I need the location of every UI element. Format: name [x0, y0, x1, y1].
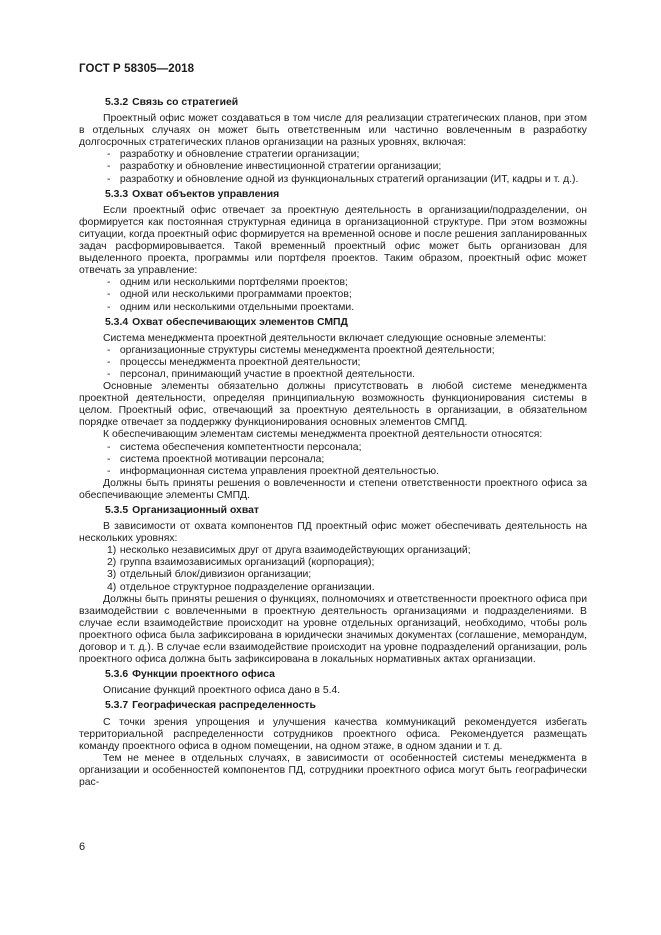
- paragraph: К обеспечивающим элементам системы менеджмента проектной деятельности относятся:: [103, 429, 543, 441]
- section-heading: [79, 317, 587, 329]
- section-title: Географическая распределенность: [132, 700, 316, 712]
- section-number: 5.3.5: [105, 505, 129, 516]
- paragraph: Основные элементы обязательно должны присутствовать в любой системе менеджмента проектной деятельности, определяя принципиальную возможность функционирования системы в целом. Проектный офис, отвечающий за проектную деятельность в организации, в обязательном порядке отвечает за поддержку функционирования основных элементов СМПД.: [79, 381, 587, 429]
- list-item: [79, 454, 587, 466]
- list-item-text: одним или несколькими отдельными проектами.: [119, 301, 355, 313]
- list-marker: -: [107, 173, 111, 185]
- section-number: 5.3.2: [105, 97, 129, 108]
- list-item-text: одной или несколькими программами проектов;: [119, 289, 352, 301]
- section-heading: [79, 669, 587, 681]
- section-heading: [79, 189, 587, 201]
- list-marker: -: [107, 465, 111, 477]
- list-item: [79, 466, 587, 478]
- list-item-text: информационная система управления проектной деятельностью.: [119, 465, 439, 477]
- list-item-text: разработку и обновление стратегии организации;: [119, 149, 360, 161]
- list-marker: -: [107, 356, 111, 368]
- page-number: 6: [79, 841, 86, 853]
- list-item-text: разработку и обновление одной из функциональных стратегий организации (ИТ, кадры и т. д.).: [119, 173, 579, 185]
- list-item: [79, 369, 587, 381]
- list-item: [79, 545, 587, 557]
- list-item: [79, 442, 587, 454]
- list-marker: 2): [107, 557, 117, 569]
- section-number: 5.3.6: [105, 669, 129, 681]
- list-item: [79, 174, 587, 186]
- section-title: Функции проектного офиса: [132, 669, 275, 681]
- list-item-text: процессы менеджмента проектной деятельности;: [119, 356, 361, 368]
- list-marker: -: [107, 453, 111, 465]
- list-item-text: система обеспечения компетентности персонала;: [119, 441, 362, 453]
- list-marker: -: [107, 368, 111, 380]
- list-item-text: отдельное структурное подразделение организации.: [119, 581, 375, 593]
- section-heading: [79, 505, 587, 517]
- list-item: [79, 345, 587, 357]
- section-title: Организационный охват: [132, 505, 259, 516]
- list-item: [79, 302, 587, 314]
- paragraph: Должны быть приняты решения о вовлеченности и степени ответственности проектного офиса за обеспечивающие элементы СМПД.: [79, 477, 587, 501]
- list-item: [79, 149, 587, 161]
- paragraph: Описание функций проектного офиса дано в 5.4.: [103, 685, 341, 697]
- paragraph: Система менеджмента проектной деятельности включает следующие основные элементы:: [103, 332, 547, 344]
- list-marker: 4): [107, 581, 117, 593]
- paragraph: В зависимости от охвата компонентов ПД проектный офис может обеспечивать деятельность на нескольких уровнях:: [79, 521, 587, 545]
- list-marker: -: [107, 441, 111, 453]
- list-item-text: разработку и обновление инвестиционной стратегии организации;: [119, 161, 442, 173]
- section-title: Связь со стратегией: [132, 97, 239, 108]
- section-heading: [79, 700, 587, 712]
- paragraph: Должны быть приняты решения о функциях, полномочиях и ответственности проектного офиса при взаимодействии с вовлеченными в проектную деятельность организациями и подразделениями. В случае если взаимодействие происходит на уровне отдельных организаций, необходимо, чтобы роль проектного офиса была зафиксирована в юридически значимых документах (соглашение, меморандум, договор и т. д.). В случае если взаимодействие происходит на уровне подразделений организации, роль проектного офиса должна быть зафиксирована в локальных нормативных актах организации.: [79, 593, 587, 666]
- list-item-text: одним или несколькими портфелями проектов;: [119, 277, 348, 289]
- list-marker: -: [107, 289, 111, 301]
- section-number: 5.3.4: [105, 316, 129, 328]
- list-item: [79, 161, 587, 173]
- document-body: [79, 94, 587, 789]
- section-title: Охват обеспечивающих элементов СМПД: [132, 316, 348, 328]
- paragraph: С точки зрения упрощения и улучшения качества коммуникаций рекомендуется избегать территориальной распределенности сотрудников проектного офиса. Рекомендуется размещать команду проектного офиса в одном помещении, на одном этаже, в одном здании и т. д.: [79, 716, 587, 752]
- list-item-text: несколько независимых друг от друга взаимодействующих организаций;: [119, 545, 471, 557]
- standard-header: ГОСТ Р 58305—2018: [79, 63, 195, 75]
- list-marker: 1): [107, 545, 117, 557]
- list-marker: -: [107, 301, 111, 313]
- list-marker: -: [107, 344, 111, 356]
- list-marker: -: [107, 161, 111, 173]
- list-item: [79, 582, 587, 594]
- list-item-text: персонал, принимающий участие в проектной деятельности.: [119, 368, 416, 380]
- list-item-text: организационные структуры системы менеджмента проектной деятельности;: [119, 344, 495, 356]
- list-marker: -: [107, 277, 111, 289]
- section-number: 5.3.3: [105, 188, 129, 200]
- list-item: [79, 357, 587, 369]
- list-item: [79, 557, 587, 569]
- paragraph: Проектный офис может создаваться в том числе для реализации стратегических планов, при этом в отдельных случаях он может быть ответственным или частично вовлеченным в разработку долгосрочных стратегических планов организации на разных уровнях, включая:: [79, 113, 587, 149]
- list-item-text: система проектной мотивации персонала;: [119, 453, 325, 465]
- list-item: [79, 569, 587, 581]
- list-item-text: группа взаимозависимых организаций (корпорация);: [119, 557, 375, 569]
- list-marker: -: [107, 149, 111, 161]
- paragraph: Если проектный офис отвечает за проектную деятельность в организации/подразделении, он формируется как постоянная структурная единица в организационной структуре. При этом возможны ситуации, когда проектный офис формируется на временной основе и после решения запланированных задач расформировывается. Такой временный проектный офис может быть организован для выделенного проекта, программы или портфеля проектов. Таким образом, проектный офис может отвечать за управление:: [79, 204, 587, 277]
- list-item: [79, 289, 587, 301]
- list-item: [79, 277, 587, 289]
- section-title: Охват объектов управления: [132, 188, 280, 200]
- section-heading: [79, 97, 587, 109]
- paragraph: Тем не менее в отдельных случаях, в зависимости от особенностей системы менеджмента в организации и особенностей компонентов ПД, сотрудники проектного офиса могут быть географически рас-: [79, 752, 587, 788]
- list-marker: 3): [107, 569, 117, 581]
- section-number: 5.3.7: [105, 700, 129, 712]
- list-item-text: отдельный блок/дивизион организации;: [119, 569, 312, 581]
